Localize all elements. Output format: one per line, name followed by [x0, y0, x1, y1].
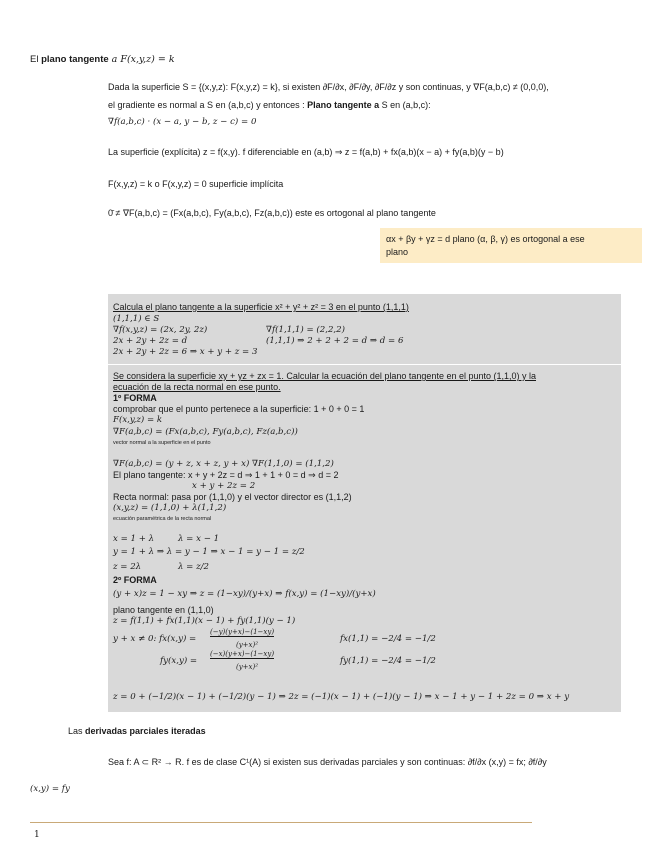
ex2-p1b: λ = x − 1	[178, 534, 220, 544]
ex1-gradient: ∇f(x,y,z) = (2x, 2y, 2z)	[113, 325, 208, 335]
ex2-p3b: λ = z/2	[178, 562, 210, 572]
ex2-fx-numerator: (−y)(y+x)−(1−xy)	[210, 628, 275, 636]
ex2-p3a: z = 2λ	[113, 562, 142, 572]
sea-line: Sea f: A ⊂ R² → R. f es de clase C¹(A) si existen sus derivadas parciales y son continuas: ∂f/∂x (x,y) = fx; ∂f/∂y	[108, 757, 547, 767]
intro-line-1: Dada la superficie S = {(x,y,z): F(x,y,z) = k}, si existen ∂F/∂x, ∂F/∂y, ∂F/∂z y son continuas, y ∇F(a,b,c) ≠ (0,0,0),	[108, 82, 549, 92]
ex2-tpeq: z = f(1,1) + fx(1,1)(x − 1) + fy(1,1)(y − 1)	[113, 616, 296, 626]
implicit-surface-line: F(x,y,z) = k o F(x,y,z) = 0 superficie implícita	[108, 179, 284, 189]
ex2-fx-denominator: (y+x)²	[236, 641, 259, 649]
ex2-p1a: x = 1 + λ	[113, 534, 155, 544]
ex2-forma-2: 2º FORMA	[113, 575, 157, 585]
ex2-fx-value: fx(1,1) = −2/4 = −1/2	[340, 634, 436, 644]
exercise-box	[108, 294, 621, 712]
ex2-fx-label: y + x ≠ 0: fx(x,y) =	[113, 634, 197, 644]
ex2-plane: El plano tangente: x + y + 2z = d ⇒ 1 + 1 + 0 = d ⇒ d = 2	[113, 470, 339, 480]
ex1-gradient-point: ∇f(1,1,1) = (2,2,2)	[266, 325, 345, 335]
ex1-plane-d: 2x + 2y + 2z = d	[113, 336, 188, 346]
sea-line-2: (x,y) = fy	[30, 784, 70, 794]
ex1-line-1: (1,1,1) ∈ S	[113, 314, 160, 324]
note-line-2: plano	[386, 247, 409, 257]
explicit-surface-line: La superficie (explícita) z = f(x,y). f diferenciable en (a,b) ⇒ z = f(a,b) + fx(a,b)(x − a) + fy(a,b)(y − b)	[108, 147, 504, 157]
derivadas-prefix: Las	[68, 726, 86, 736]
footer-rule	[30, 822, 532, 823]
heading-bold: plano tangente	[41, 54, 109, 65]
heading-suffix: a F(x,y,z) = k	[108, 54, 175, 65]
exercise-divider	[108, 364, 621, 365]
intro-line-2-pre: el gradiente es normal a S en (a,b,c) y entonces :	[108, 100, 308, 110]
note-box	[380, 228, 642, 263]
ex2-plane-2: x + y + 2z = 2	[192, 481, 256, 491]
ex2-param: (x,y,z) = (1,1,0) + λ(1,1,2)	[113, 503, 227, 513]
tangent-plane-formula: ∇f(a,b,c) · (x − a, y − b, z − c) = 0	[108, 117, 257, 127]
ex1-plane-d-solve: (1,1,1) ⇒ 2 + 2 + 2 = d ⇒ d = 6	[266, 336, 404, 346]
ex2-fy-numerator: (−x)(y+x)−(1−xy)	[210, 650, 275, 658]
ex2-statement-2: ecuación de la recta normal en ese punto.	[113, 382, 281, 392]
intro-line-2-bold: Plano tangente a	[307, 100, 380, 110]
section-heading	[30, 54, 175, 65]
note-line-1: αx + βy + γz = d plano (α, β, γ) es ortogonal a ese	[386, 234, 585, 244]
ex2-tiny-2: ecuación paramétrica de la recta normal	[113, 516, 212, 522]
ex2-fk: F(x,y,z) = k	[113, 415, 163, 425]
ex2-fy-label: fy(x,y) =	[160, 656, 198, 666]
intro-line-2-post: S en (a,b,c):	[379, 100, 431, 110]
page-number: 1	[34, 830, 40, 840]
ex2-grad-xy: ∇F(a,b,c) = (y + z, x + z, y + x) ∇F(1,1,0) = (1,1,2)	[113, 459, 334, 469]
orthogonal-gradient-line: 0̄ ≠ ∇F(a,b,c) = (Fx(a,b,c), Fy(a,b,c), Fz(a,b,c)) este es ortogonal al plano tangente	[108, 208, 436, 218]
ex2-tp: plano tangente en (1,1,0)	[113, 605, 214, 615]
derivadas-bold: derivadas parciales iteradas	[85, 726, 206, 736]
ex2-p2: y = 1 + λ ⇒ λ = y − 1 ⇒ x − 1 = y − 1 = z/2	[113, 547, 305, 557]
ex2-fy-denominator: (y+x)²	[236, 663, 259, 671]
ex2-statement-1: Se considera la superficie xy + yz + zx = 1. Calcular la ecuación del plano tangente en el punto (1,1,0) y la	[113, 371, 536, 381]
heading-prefix: El	[30, 54, 42, 65]
ex2-fy-value: fy(1,1) = −2/4 = −1/2	[340, 656, 436, 666]
ex2-solve: (y + x)z = 1 − xy ⇒ z = (1−xy)/(y+x) ⇒ f(x,y) = (1−xy)/(y+x)	[113, 589, 376, 599]
ex2-grad: ∇F(a,b,c) = (Fx(a,b,c), Fy(a,b,c), Fz(a,b,c))	[113, 427, 298, 437]
ex2-tiny-1: vector normal a la superficie en el punto	[113, 440, 211, 446]
ex2-final: z = 0 + (−1/2)(x − 1) + (−1/2)(y − 1) ⇒ 2z = (−1)(x − 1) + (−1)(y − 1) ⇒ x − 1 + y − 1 + 2z = 0 ⇒ x + y	[113, 692, 570, 702]
derivadas-heading	[68, 726, 206, 736]
ex2-forma-1: 1º FORMA	[113, 393, 157, 403]
ex1-result: 2x + 2y + 2z = 6 ⇒ x + y + z = 3	[113, 347, 258, 357]
intro-line-2	[108, 100, 431, 110]
ex2-normal: Recta normal: pasa por (1,1,0) y el vector director es (1,1,2)	[113, 492, 352, 502]
ex2-check: comprobar que el punto pertenece a la superficie: 1 + 0 + 0 = 1	[113, 404, 365, 414]
ex1-statement: Calcula el plano tangente a la superficie x² + y² + z² = 3 en el punto (1,1,1)	[113, 302, 409, 312]
